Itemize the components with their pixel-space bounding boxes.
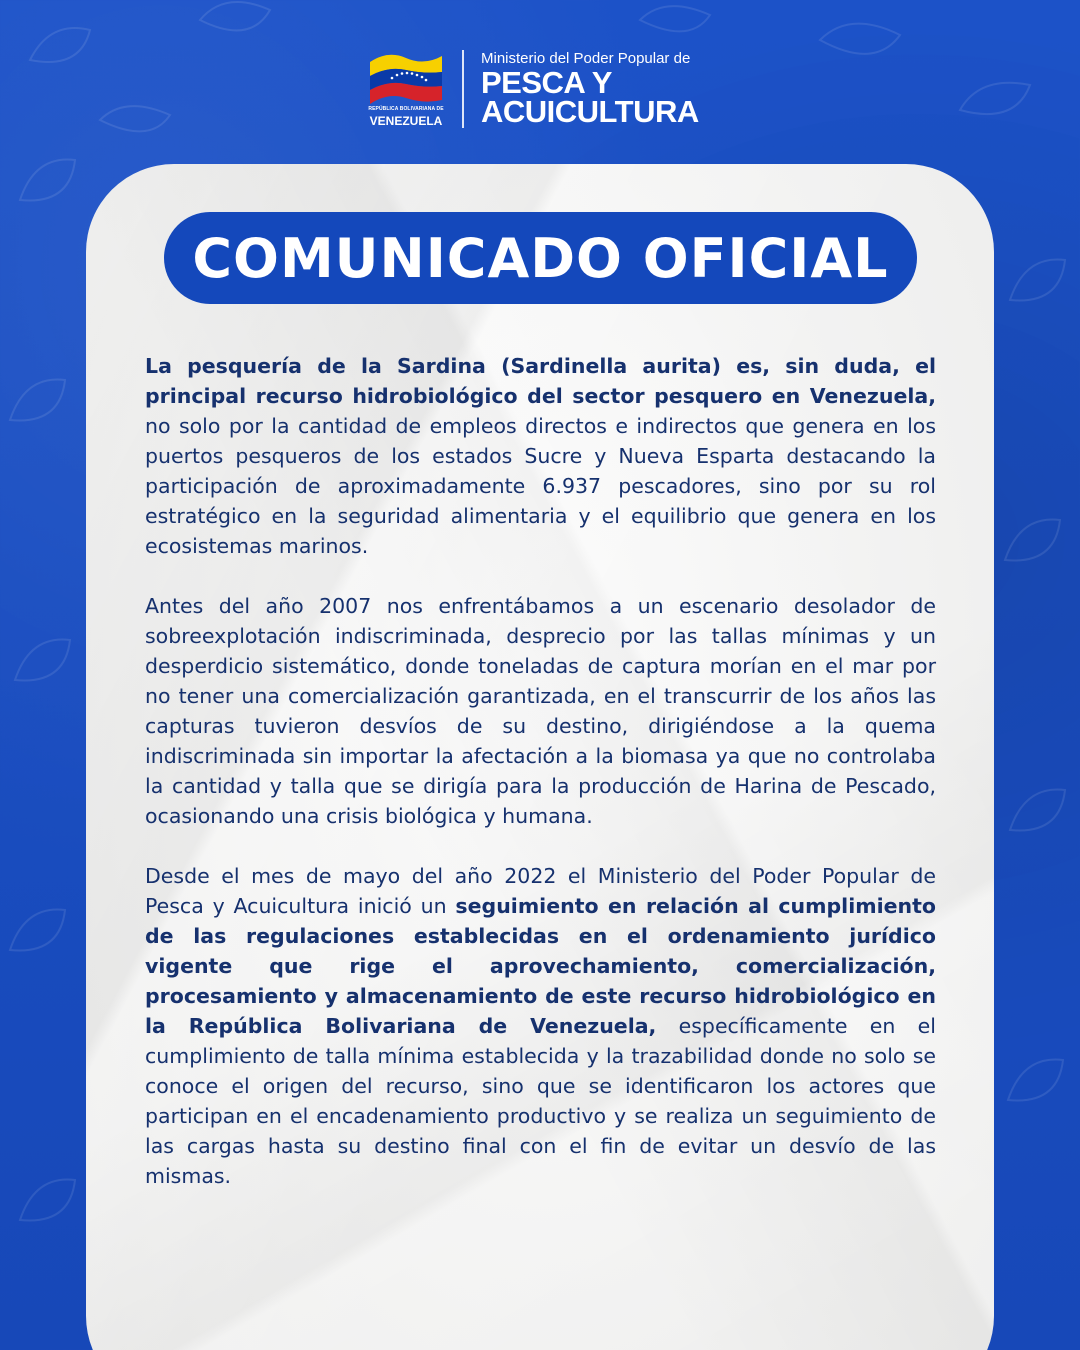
paragraph-2-text: Antes del año 2007 nos enfrentábamos a un escenario desolador de sobreexplotación indiscriminada, desprecio por las tallas mínimas y un desperdicio sistemático, donde toneladas de captura morían en el mar por no tener una comercialización garantizada, en el transcurrir de los años las capturas tuvieron desvíos de su destino, dirigiéndose a la quema indiscriminada sin importar la afectación a la biomasa ya que no controlaba la cantidad y talla que se dirigía para la producción de Harina de Pescado, ocasionando una crisis biológica y humana.	[145, 594, 936, 828]
country-line-big: VENEZUELA	[369, 114, 443, 128]
header	[0, 48, 1080, 132]
paragraph-3-text-end: específicamente en el cumplimiento de talla mínima establecida y la trazabilidad donde no solo se conoce el origen del recurso, sino que se identificaron los actores que participan en el encadenamiento productivo y se realiza un seguimiento de las cargas hasta su destino final con el fin de evitar un desvío de las mismas.	[145, 1014, 936, 1188]
country-line-small: REPÚBLICA BOLIVARIANA DE	[368, 106, 444, 112]
communique-body	[145, 351, 936, 1221]
ministry-logo-text	[481, 50, 699, 129]
paragraph-1	[145, 351, 936, 561]
paragraph-3	[145, 861, 936, 1191]
paragraph-2	[145, 591, 936, 831]
header-divider	[462, 50, 464, 128]
page-title: COMUNICADO OFICIAL	[164, 212, 917, 304]
venezuela-flag-icon	[368, 48, 444, 104]
paragraph-3-text-start: Desde el mes de mayo del año 2022 el Ministerio del Poder Popular de Pesca y Acuicultura inició un	[145, 864, 936, 918]
paragraph-1-text: no solo por la cantidad de empleos directos e indirectos que genera en los puertos pesqueros de los estados Sucre y Nueva Esparta destacando la participación de aproximadamente 6.937 pescadores, sino por su rol estratégico en la seguridad alimentaria y el equilibrio que genera en los ecosistemas marinos.	[145, 414, 936, 558]
paragraph-3-bold: seguimiento en relación al cumplimiento de las regulaciones establecidas en el ordenamiento jurídico vigente que rige el aprovechamiento, comercialización, procesamiento y almacenamiento de este recurso hidrobiológico en la República Bolivariana de Venezuela,	[145, 894, 936, 1038]
paragraph-1-bold: La pesquería de la Sardina (Sardinella aurita) es, sin duda, el principal recurso hidrobiológico del sector pesquero en Venezuela,	[145, 354, 936, 408]
ministry-subtitle: Ministerio del Poder Popular de	[481, 50, 691, 67]
ministry-name-line2: ACUICULTURA	[481, 94, 699, 129]
venezuela-flag-logo	[364, 48, 448, 132]
ministry-name-line1: PESCA Y	[481, 65, 612, 100]
